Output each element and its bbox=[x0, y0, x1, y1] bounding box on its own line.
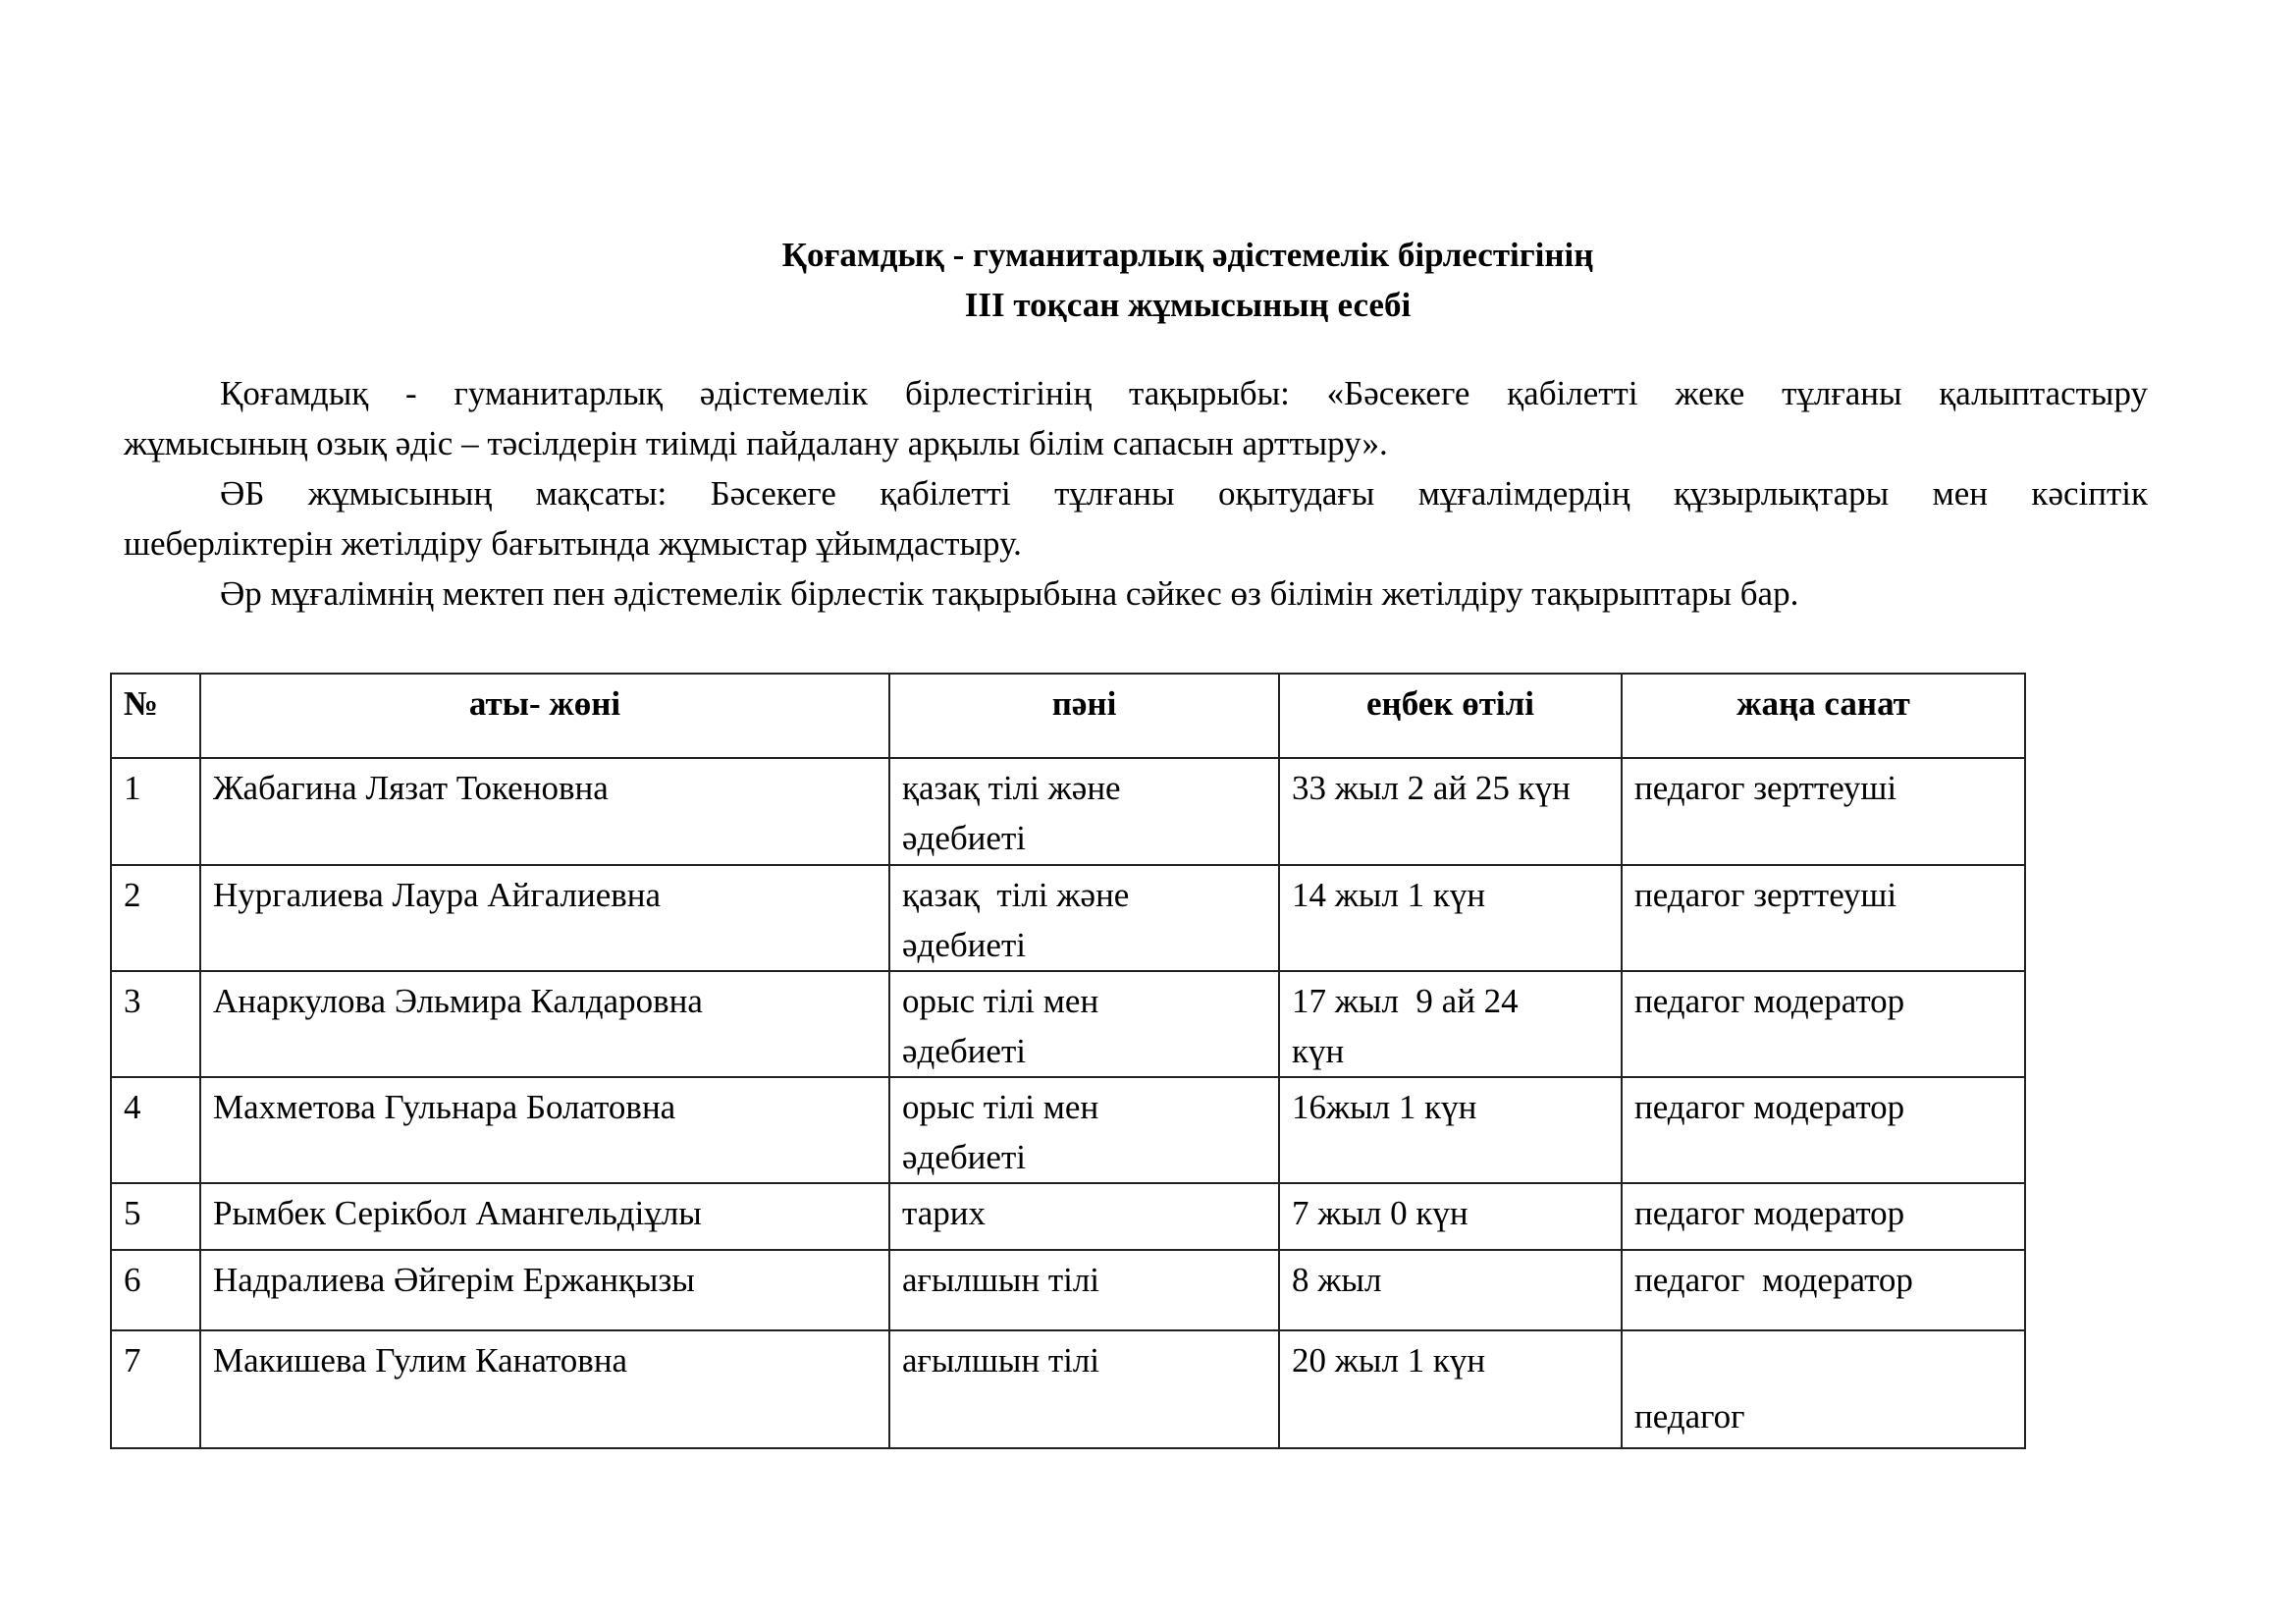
row-name: Махметова Гульнара Болатовна bbox=[200, 1077, 889, 1183]
paragraph-line bbox=[124, 368, 2148, 418]
row-experience bbox=[1279, 1077, 1622, 1183]
paragraph-text: Қоғамдық - гуманитарлық әдістемелік бірлестігінің тақырыбы: «Бәсекеге қабілетті жеке тұлғаны қалыптастыру bbox=[220, 374, 2148, 412]
paragraph-text: ӘБ жұмысының мақсаты: Бәсекеге қабілетті тұлғаны оқытудағы мұғалімдердің құзырлықтары мен кәсіптік bbox=[220, 474, 2148, 513]
row-subject bbox=[889, 1330, 1279, 1448]
row-category: педагог модератор bbox=[1622, 971, 2025, 1077]
paragraph-line bbox=[124, 468, 2148, 518]
staff-table bbox=[110, 673, 2026, 1449]
row-subject bbox=[889, 758, 1279, 865]
experience-line: 33 жыл 2 ай 25 күн bbox=[1292, 769, 1571, 807]
table-row bbox=[111, 865, 2025, 971]
paragraph-line bbox=[124, 568, 2148, 619]
row-name: Рымбек Серікбол Амангельдіұлы bbox=[200, 1183, 889, 1250]
paragraph-line: жұмысының озық әдіс – тәсілдерін тиімді пайдалану арқылы білім сапасын арттыру». bbox=[124, 424, 1388, 462]
row-category: педагог зерттеуші bbox=[1622, 758, 2025, 865]
row-experience bbox=[1279, 865, 1622, 971]
subject-line: орыс тілі мен bbox=[902, 1088, 1099, 1126]
header-experience: еңбек өтілі bbox=[1279, 674, 1622, 758]
subject-line: ағылшын тілі bbox=[902, 1341, 1100, 1380]
experience-line: 8 жыл bbox=[1292, 1261, 1382, 1299]
table-row bbox=[111, 971, 2025, 1077]
report-title-line-2: III тоқсан жұмысының есебі bbox=[964, 286, 1412, 324]
subject-line: әдебиеті bbox=[902, 926, 1026, 964]
row-number: 4 bbox=[111, 1077, 200, 1183]
experience-line: 14 жыл 1 күн bbox=[1292, 876, 1486, 914]
row-experience bbox=[1279, 971, 1622, 1077]
header-category: жаңа санат bbox=[1622, 674, 2025, 758]
subject-line: тарих bbox=[902, 1194, 986, 1232]
table-row bbox=[111, 1183, 2025, 1250]
row-category: педагог зерттеуші bbox=[1622, 865, 2025, 971]
subject-line: әдебиеті bbox=[902, 1032, 1026, 1070]
subject-line: қазақ тілі және bbox=[902, 769, 1121, 807]
header-name: аты- жөні bbox=[200, 674, 889, 758]
row-name: Жабагина Лязат Токеновна bbox=[200, 758, 889, 865]
report-title-line-1: Қоғамдық - гуманитарлық әдістемелік бірлестігінің bbox=[781, 236, 1594, 274]
experience-line: 20 жыл 1 күн bbox=[1292, 1341, 1486, 1380]
row-number: 3 bbox=[111, 971, 200, 1077]
row-name: Макишева Гулим Канатовна bbox=[200, 1330, 889, 1448]
paragraph-text: Әр мұғалімнің мектеп пен әдістемелік бірлестік тақырыбына сәйкес өз білімін жетілдіру тақырыптары бар. bbox=[220, 574, 1799, 613]
paragraph-self-education bbox=[124, 568, 2148, 619]
table-row bbox=[111, 758, 2025, 865]
header-subject: пәні bbox=[889, 674, 1279, 758]
row-category: педагог модератор bbox=[1622, 1250, 2025, 1330]
experience-line: 17 жыл 9 ай 24 bbox=[1292, 982, 1519, 1020]
row-category: педагог bbox=[1622, 1330, 2025, 1448]
row-subject bbox=[889, 865, 1279, 971]
row-subject bbox=[889, 1183, 1279, 1250]
row-number: 7 bbox=[111, 1330, 200, 1448]
table-row bbox=[111, 1250, 2025, 1330]
paragraph-line: шеберліктерін жетілдіру бағытында жұмыстар ұйымдастыру. bbox=[124, 524, 1022, 563]
row-name: Надралиева Әйгерім Ержанқызы bbox=[200, 1250, 889, 1330]
subject-line: орыс тілі мен bbox=[902, 982, 1099, 1020]
row-subject bbox=[889, 1077, 1279, 1183]
subject-line: ағылшын тілі bbox=[902, 1261, 1100, 1299]
subject-line: қазақ тілі және bbox=[902, 876, 1130, 914]
header-number: № bbox=[111, 674, 200, 758]
row-category: педагог модератор bbox=[1622, 1183, 2025, 1250]
row-subject bbox=[889, 971, 1279, 1077]
table-row bbox=[111, 1077, 2025, 1183]
table-row bbox=[111, 1330, 2025, 1448]
row-number: 6 bbox=[111, 1250, 200, 1330]
row-experience bbox=[1279, 758, 1622, 865]
experience-line: күн bbox=[1292, 1032, 1345, 1070]
row-experience bbox=[1279, 1330, 1622, 1448]
row-category: педагог модератор bbox=[1622, 1077, 2025, 1183]
row-name: Нургалиева Лаура Айгалиевна bbox=[200, 865, 889, 971]
row-number: 2 bbox=[111, 865, 200, 971]
row-experience bbox=[1279, 1183, 1622, 1250]
subject-line: әдебиеті bbox=[902, 1138, 1026, 1176]
paragraph-goal bbox=[124, 468, 2148, 568]
table-header-row bbox=[111, 674, 2025, 758]
row-number: 5 bbox=[111, 1183, 200, 1250]
row-name: Анаркулова Эльмира Калдаровна bbox=[200, 971, 889, 1077]
experience-line: 16жыл 1 күн bbox=[1292, 1088, 1477, 1126]
row-experience bbox=[1279, 1250, 1622, 1330]
row-number: 1 bbox=[111, 758, 200, 865]
row-subject bbox=[889, 1250, 1279, 1330]
subject-line: әдебиеті bbox=[902, 819, 1026, 857]
experience-line: 7 жыл 0 күн bbox=[1292, 1194, 1468, 1232]
paragraph-topic bbox=[124, 368, 2148, 468]
